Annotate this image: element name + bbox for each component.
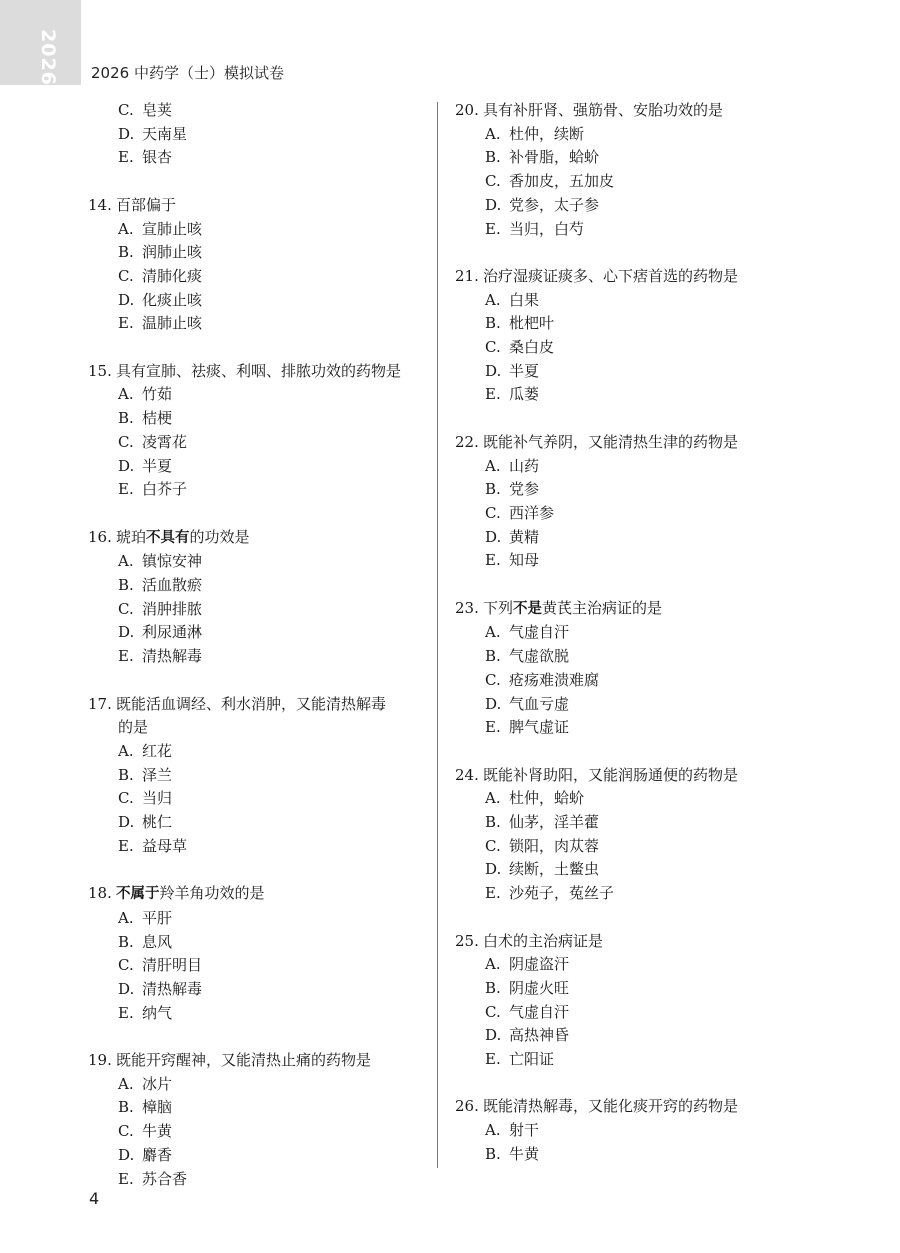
option-text: 瓜蒌 bbox=[509, 385, 540, 404]
question-gap bbox=[88, 669, 423, 693]
answer-option bbox=[455, 478, 785, 502]
answer-option bbox=[88, 978, 423, 1002]
option-letter: B. bbox=[485, 813, 501, 832]
question-number: 16. bbox=[88, 527, 112, 546]
question-number: 26. bbox=[455, 1097, 479, 1116]
option-letter: C. bbox=[118, 101, 134, 119]
option-letter: C. bbox=[118, 956, 134, 975]
answer-option bbox=[455, 1048, 785, 1072]
stem-text: 具有补肝肾、强筋骨、安胎功效的是 bbox=[483, 101, 724, 119]
question-gap bbox=[455, 740, 785, 764]
question-block bbox=[455, 1095, 785, 1166]
question-block bbox=[455, 431, 785, 573]
answer-option bbox=[455, 218, 785, 242]
option-text: 牛黄 bbox=[509, 1144, 540, 1163]
option-text: 清肝明目 bbox=[142, 956, 203, 975]
option-letter: B. bbox=[485, 647, 501, 666]
option-text: 皂荚 bbox=[142, 101, 173, 119]
answer-option bbox=[88, 1144, 423, 1168]
question-stem bbox=[455, 1095, 785, 1119]
option-text: 知母 bbox=[509, 551, 540, 570]
option-letter: E. bbox=[118, 836, 134, 855]
option-text: 活血散瘀 bbox=[142, 576, 203, 595]
option-text: 桑白皮 bbox=[509, 338, 555, 357]
answer-option bbox=[455, 1143, 785, 1167]
question-block bbox=[88, 360, 423, 502]
answer-option bbox=[88, 1096, 423, 1120]
option-text: 苏合香 bbox=[142, 1169, 188, 1188]
stem-text-tail: 黄芪主治病证的是 bbox=[542, 598, 663, 617]
option-letter: E. bbox=[118, 480, 134, 499]
answer-option bbox=[88, 740, 423, 764]
option-text: 清热解毒 bbox=[142, 647, 203, 666]
option-text: 冰片 bbox=[142, 1074, 173, 1093]
answer-option bbox=[455, 360, 785, 384]
question-stem-continued: 的是 bbox=[118, 718, 149, 737]
question-stem bbox=[88, 882, 423, 907]
question-number: 19. bbox=[88, 1051, 112, 1070]
option-letter: B. bbox=[485, 314, 501, 333]
option-letter: C. bbox=[118, 432, 134, 451]
option-letter: E. bbox=[485, 884, 501, 903]
answer-option bbox=[88, 407, 423, 431]
question-gap bbox=[88, 502, 423, 526]
question-gap bbox=[88, 858, 423, 882]
answer-option bbox=[455, 336, 785, 360]
answer-option bbox=[88, 811, 423, 835]
option-letter: D. bbox=[118, 1145, 135, 1164]
question-gap bbox=[88, 170, 423, 194]
answer-option bbox=[455, 455, 785, 479]
option-text: 麝香 bbox=[142, 1145, 173, 1164]
question-stem bbox=[88, 526, 423, 551]
answer-option bbox=[455, 146, 785, 170]
option-text: 补骨脂，蛤蚧 bbox=[509, 148, 600, 167]
option-text: 天南星 bbox=[142, 124, 188, 143]
answer-option bbox=[88, 550, 423, 574]
question-stem bbox=[88, 1049, 423, 1073]
answer-option bbox=[88, 289, 423, 313]
stem-text: 既能补气养阴，又能清热生津的药物是 bbox=[483, 432, 739, 451]
option-letter: C. bbox=[485, 172, 501, 191]
option-letter: A. bbox=[485, 789, 501, 808]
option-letter: C. bbox=[485, 338, 501, 357]
column-divider bbox=[437, 102, 438, 1168]
option-text: 阴虚火旺 bbox=[509, 978, 570, 997]
option-text: 泽兰 bbox=[142, 765, 173, 784]
option-text: 西洋参 bbox=[509, 503, 555, 522]
question-gap bbox=[455, 573, 785, 597]
answer-option bbox=[88, 574, 423, 598]
stem-text-tail: 的功效是 bbox=[189, 527, 250, 546]
answer-option bbox=[88, 931, 423, 955]
question-number: 20. bbox=[455, 101, 479, 119]
question-stem bbox=[455, 99, 785, 123]
option-letter: B. bbox=[485, 1144, 501, 1163]
answer-option bbox=[455, 383, 785, 407]
option-letter: E. bbox=[118, 1169, 134, 1188]
question-block bbox=[88, 1049, 423, 1191]
answer-option bbox=[88, 787, 423, 811]
answer-option bbox=[455, 977, 785, 1001]
option-letter: C. bbox=[485, 1002, 501, 1021]
option-letter: B. bbox=[118, 1098, 134, 1117]
option-letter: D. bbox=[485, 527, 502, 546]
left-column bbox=[88, 99, 423, 1191]
stem-text: 既能清热解毒，又能化痰开窍的药物是 bbox=[483, 1097, 739, 1116]
option-text: 香加皮，五加皮 bbox=[509, 172, 615, 191]
option-text: 白果 bbox=[509, 290, 540, 309]
stem-emphasis: 不属于 bbox=[116, 886, 160, 903]
answer-option bbox=[88, 954, 423, 978]
answer-option bbox=[455, 811, 785, 835]
question-block bbox=[88, 693, 423, 859]
option-text: 温肺止咳 bbox=[142, 314, 203, 333]
answer-option bbox=[88, 1168, 423, 1192]
answer-option bbox=[455, 170, 785, 194]
stem-text: 既能补肾助阳，又能润肠通便的药物是 bbox=[483, 765, 739, 784]
option-text: 竹茹 bbox=[142, 385, 173, 404]
option-text: 清热解毒 bbox=[142, 979, 203, 998]
continued-options bbox=[88, 99, 423, 170]
answer-option bbox=[455, 502, 785, 526]
answer-option bbox=[88, 383, 423, 407]
option-text: 脾气虚证 bbox=[509, 718, 570, 737]
question-number: 23. bbox=[455, 598, 479, 617]
option-text: 亡阳证 bbox=[509, 1050, 555, 1069]
option-text: 当归 bbox=[142, 789, 173, 808]
option-text: 杜仲，续断 bbox=[509, 124, 585, 143]
option-letter: B. bbox=[485, 480, 501, 499]
stem-text: 琥珀 bbox=[116, 527, 147, 546]
answer-option bbox=[455, 123, 785, 147]
question-block bbox=[88, 194, 423, 336]
option-text: 党参，太子参 bbox=[509, 195, 600, 214]
answer-option bbox=[455, 787, 785, 811]
option-text: 气虚欲脱 bbox=[509, 647, 570, 666]
answer-option bbox=[88, 99, 423, 123]
answer-option bbox=[455, 835, 785, 859]
answer-option bbox=[88, 146, 423, 170]
option-letter: D. bbox=[118, 290, 135, 309]
option-letter: A. bbox=[118, 552, 134, 571]
option-letter: C. bbox=[118, 266, 134, 285]
question-number: 22. bbox=[455, 432, 479, 451]
question-number: 25. bbox=[455, 931, 479, 950]
answer-option bbox=[88, 598, 423, 622]
option-letter: B. bbox=[118, 243, 134, 262]
question-gap bbox=[88, 336, 423, 360]
option-letter: B. bbox=[118, 932, 134, 951]
option-letter: C. bbox=[118, 1122, 134, 1141]
option-letter: B. bbox=[118, 409, 134, 428]
option-letter: D. bbox=[485, 195, 502, 214]
option-letter: D. bbox=[118, 813, 135, 832]
answer-option bbox=[88, 1073, 423, 1097]
answer-option bbox=[455, 1001, 785, 1025]
question-stem bbox=[88, 194, 423, 218]
answer-option bbox=[455, 289, 785, 313]
option-letter: C. bbox=[118, 789, 134, 808]
option-letter: A. bbox=[485, 456, 501, 475]
answer-option bbox=[455, 645, 785, 669]
option-text: 党参 bbox=[509, 480, 540, 499]
page-number: 4 bbox=[89, 1189, 100, 1208]
answer-option bbox=[455, 882, 785, 906]
option-text: 红花 bbox=[142, 741, 173, 760]
stem-text: 治疗湿痰证痰多、心下痞首选的药物是 bbox=[483, 266, 739, 285]
option-letter: A. bbox=[485, 290, 501, 309]
question-gap bbox=[455, 407, 785, 431]
option-letter: A. bbox=[485, 124, 501, 143]
answer-option bbox=[455, 1119, 785, 1143]
option-letter: A. bbox=[485, 1121, 501, 1140]
question-block bbox=[455, 930, 785, 1072]
question-gap bbox=[455, 906, 785, 930]
option-text: 高热神昏 bbox=[509, 1026, 570, 1045]
option-text: 半夏 bbox=[509, 361, 540, 380]
answer-option bbox=[455, 549, 785, 573]
question-block bbox=[455, 265, 785, 407]
question-stem bbox=[88, 360, 423, 384]
answer-option bbox=[88, 218, 423, 242]
option-text: 气血亏虚 bbox=[509, 694, 570, 713]
answer-option bbox=[455, 1024, 785, 1048]
question-stem bbox=[455, 930, 785, 954]
answer-option bbox=[88, 835, 423, 859]
option-letter: C. bbox=[485, 670, 501, 689]
answer-option bbox=[88, 1120, 423, 1144]
stem-text: 既能开窍醒神，又能清热止痛的药物是 bbox=[116, 1051, 372, 1070]
question-stem bbox=[455, 597, 785, 622]
answer-option bbox=[88, 907, 423, 931]
option-letter: B. bbox=[118, 765, 134, 784]
option-letter: D. bbox=[118, 456, 135, 475]
option-letter: E. bbox=[485, 718, 501, 737]
stem-text: 白术的主治病证是 bbox=[483, 931, 604, 950]
option-text: 当归，白芍 bbox=[509, 219, 585, 238]
question-number: 18. bbox=[88, 884, 112, 903]
option-letter: E. bbox=[485, 385, 501, 404]
answer-option bbox=[455, 693, 785, 717]
option-text: 枇杷叶 bbox=[509, 314, 555, 333]
answer-option bbox=[455, 621, 785, 645]
option-text: 山药 bbox=[509, 456, 540, 475]
option-text: 阴虚盗汗 bbox=[509, 955, 570, 974]
option-text: 白芥子 bbox=[142, 480, 188, 499]
option-letter: D. bbox=[118, 623, 135, 642]
option-letter: E. bbox=[118, 314, 134, 333]
answer-option bbox=[88, 241, 423, 265]
option-text: 锁阳，肉苁蓉 bbox=[509, 836, 600, 855]
option-text: 续断，土鳖虫 bbox=[509, 860, 600, 879]
option-letter: A. bbox=[118, 1074, 134, 1093]
answer-option bbox=[455, 526, 785, 550]
question-block bbox=[455, 597, 785, 740]
option-text: 桃仁 bbox=[142, 813, 173, 832]
option-text: 利尿通淋 bbox=[142, 623, 203, 642]
option-text: 清肺化痰 bbox=[142, 266, 203, 285]
question-gap bbox=[455, 1072, 785, 1096]
year-tab-label: 2026 bbox=[37, 29, 59, 86]
answer-option bbox=[88, 645, 423, 669]
answer-option bbox=[88, 764, 423, 788]
answer-option bbox=[88, 621, 423, 645]
option-letter: D. bbox=[485, 694, 502, 713]
option-letter: E. bbox=[485, 551, 501, 570]
option-letter: D. bbox=[485, 361, 502, 380]
question-gap bbox=[88, 1025, 423, 1049]
option-text: 杜仲，蛤蚧 bbox=[509, 789, 585, 808]
answer-option bbox=[455, 312, 785, 336]
option-letter: A. bbox=[485, 623, 501, 642]
answer-option bbox=[88, 431, 423, 455]
stem-text-tail: 羚羊角功效的是 bbox=[159, 884, 265, 903]
stem-emphasis: 不具有 bbox=[146, 529, 190, 546]
option-text: 射干 bbox=[509, 1121, 540, 1140]
option-text: 平肝 bbox=[142, 908, 173, 927]
option-letter: E. bbox=[118, 1003, 134, 1022]
question-number: 24. bbox=[455, 765, 479, 784]
question-stem bbox=[88, 693, 423, 717]
option-letter: C. bbox=[485, 836, 501, 855]
option-text: 镇惊安神 bbox=[142, 552, 203, 571]
stem-emphasis: 不是 bbox=[513, 600, 543, 617]
option-text: 宣肺止咳 bbox=[142, 219, 203, 238]
option-letter: D. bbox=[118, 124, 135, 143]
stem-text: 既能活血调经、利水消肿，又能清热解毒 bbox=[116, 694, 387, 713]
option-letter: A. bbox=[118, 219, 134, 238]
option-text: 黄精 bbox=[509, 527, 540, 546]
option-letter: D. bbox=[118, 979, 135, 998]
answer-option bbox=[455, 669, 785, 693]
option-letter: C. bbox=[118, 599, 134, 618]
option-text: 半夏 bbox=[142, 456, 173, 475]
answer-option bbox=[88, 123, 423, 147]
question-stem bbox=[455, 265, 785, 289]
answer-option bbox=[88, 455, 423, 479]
option-text: 气虚自汗 bbox=[509, 1002, 570, 1021]
question-number: 15. bbox=[88, 361, 112, 380]
answer-option bbox=[88, 312, 423, 336]
option-letter: A. bbox=[118, 908, 134, 927]
answer-option bbox=[455, 194, 785, 218]
option-letter: C. bbox=[485, 503, 501, 522]
option-letter: E. bbox=[485, 1050, 501, 1069]
option-text: 化痰止咳 bbox=[142, 290, 203, 309]
option-letter: A. bbox=[485, 955, 501, 974]
option-letter: D. bbox=[485, 860, 502, 879]
question-gap bbox=[455, 241, 785, 265]
stem-text: 具有宣肺、祛痰、利咽、排脓功效的药物是 bbox=[116, 361, 402, 380]
question-number: 21. bbox=[455, 266, 479, 285]
option-text: 樟脑 bbox=[142, 1098, 173, 1117]
option-text: 消肿排脓 bbox=[142, 599, 203, 618]
question-stem bbox=[455, 431, 785, 455]
option-letter: A. bbox=[118, 741, 134, 760]
answer-option bbox=[455, 858, 785, 882]
option-text: 桔梗 bbox=[142, 409, 173, 428]
option-text: 润肺止咳 bbox=[142, 243, 203, 262]
option-text: 仙茅，淫羊藿 bbox=[509, 813, 600, 832]
question-block bbox=[455, 764, 785, 906]
answer-option bbox=[88, 265, 423, 289]
option-letter: E. bbox=[118, 148, 134, 167]
running-title: 2026 中药学（士）模拟试卷 bbox=[91, 64, 284, 82]
question-number: 14. bbox=[88, 195, 112, 214]
stem-text: 百部偏于 bbox=[116, 195, 177, 214]
option-text: 益母草 bbox=[142, 836, 188, 855]
option-letter: B. bbox=[485, 978, 501, 997]
question-block bbox=[88, 882, 423, 1025]
option-letter: E. bbox=[485, 219, 501, 238]
answer-option bbox=[88, 478, 423, 502]
answer-option bbox=[455, 953, 785, 977]
stem-text: 下列 bbox=[483, 598, 514, 617]
option-letter: B. bbox=[485, 148, 501, 167]
option-letter: B. bbox=[118, 576, 134, 595]
option-text: 纳气 bbox=[142, 1003, 173, 1022]
option-text: 沙苑子，菟丝子 bbox=[509, 884, 615, 903]
question-block bbox=[88, 526, 423, 669]
question-number: 17. bbox=[88, 694, 112, 713]
option-letter: D. bbox=[485, 1026, 502, 1045]
option-text: 银杏 bbox=[142, 148, 173, 167]
question-stem bbox=[455, 764, 785, 788]
answer-option bbox=[88, 1002, 423, 1026]
answer-option bbox=[455, 716, 785, 740]
option-text: 息风 bbox=[142, 932, 173, 951]
option-text: 凌霄花 bbox=[142, 432, 188, 451]
question-block bbox=[455, 99, 785, 241]
right-column bbox=[455, 99, 785, 1167]
option-text: 牛黄 bbox=[142, 1122, 173, 1141]
option-letter: E. bbox=[118, 647, 134, 666]
option-letter: A. bbox=[118, 385, 134, 404]
option-text: 气虚自汗 bbox=[509, 623, 570, 642]
option-text: 疮疡难溃难腐 bbox=[509, 670, 600, 689]
